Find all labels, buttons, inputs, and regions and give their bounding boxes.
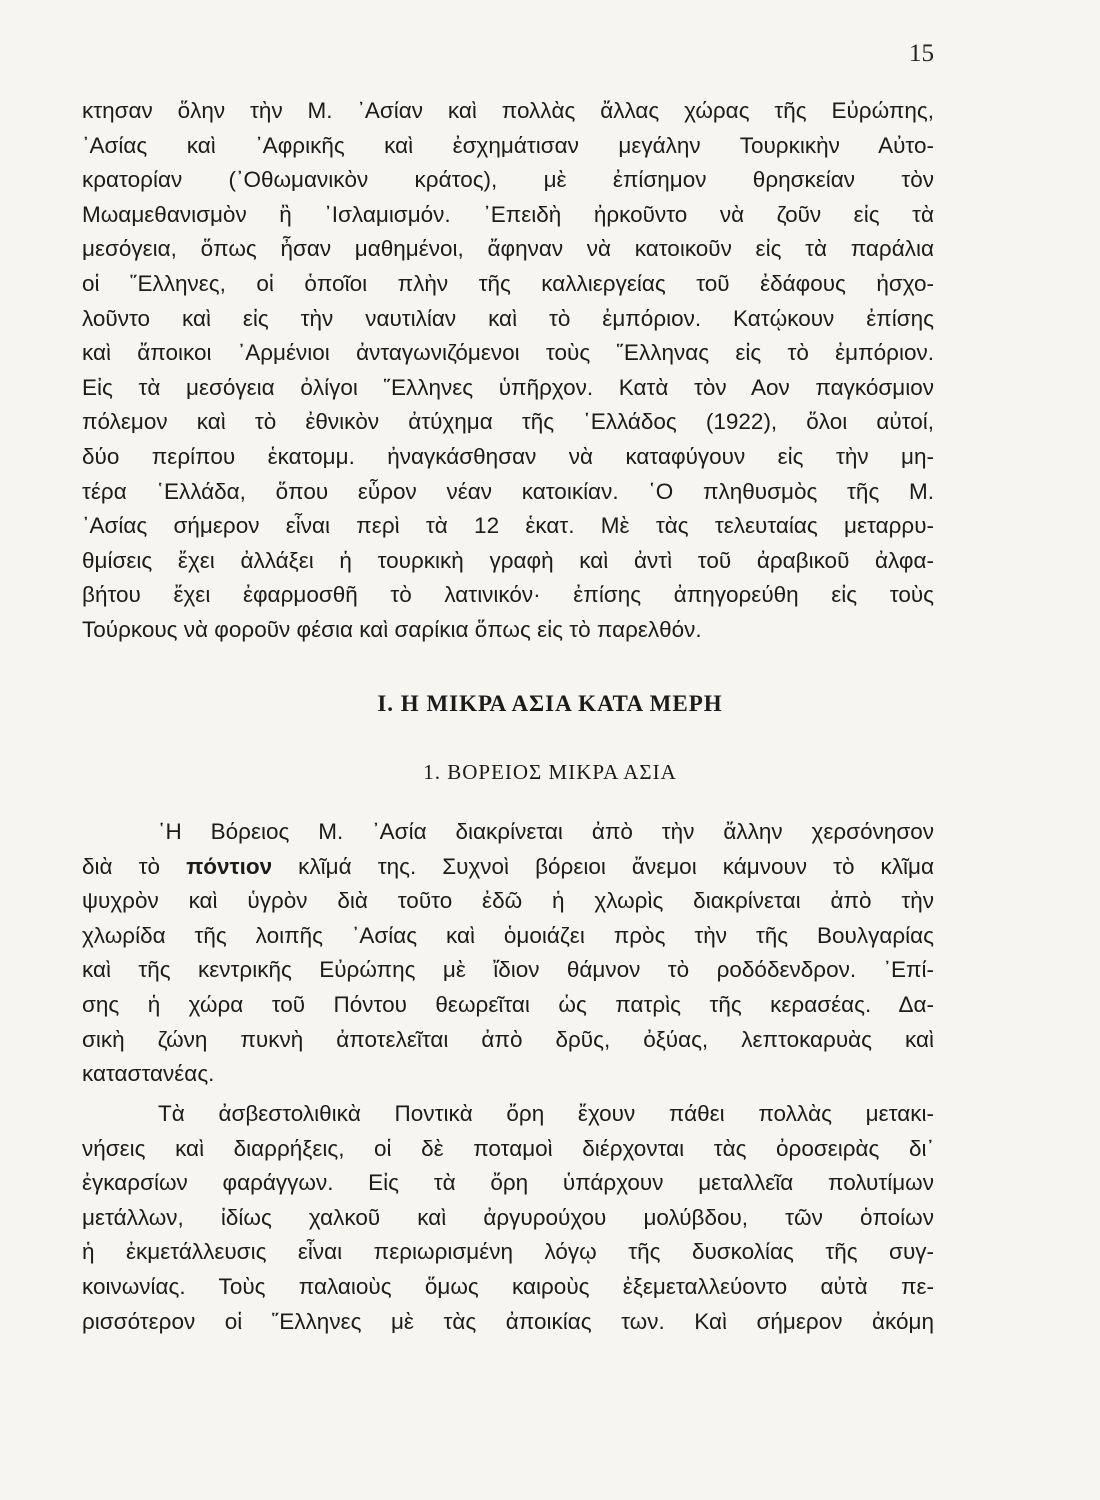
text-segment: διὰ τὸ <box>82 853 160 879</box>
text-line: σης ἡ χώρα τοῦ Πόντου θεωρεῖται ὡς πατρὶς τῆς κερασέας. Δα- <box>82 991 934 1017</box>
text-line: λοῦντο καὶ εἰς τὴν ναυτιλίαν καὶ τὸ ἐμπόριον. Κατῴκουν ἐπίσης <box>82 305 934 331</box>
text-line: ἡ ἐκμετάλλευσις εἶναι περιωρισμένη λόγῳ τῆς δυσκολίας τῆς συγ- <box>82 1239 934 1265</box>
text-line: Τούρκους νὰ φοροῦν φέσια καὶ σαρίκια ὅπως εἰς τὸ παρελθόν. <box>82 616 702 642</box>
text-line: βήτου ἔχει ἐφαρμοσθῆ τὸ λατινικόν· ἐπίσης ἀπηγορεύθη εἰς τοὺς <box>82 582 934 608</box>
text-line: ῾Η Βόρειος Μ. ᾿Ασία διακρίνεται ἀπὸ τὴν ἄλλην χερσόνησον <box>158 819 934 844</box>
text-line: καὶ τῆς κεντρικῆς Εὐρώπης μὲ ἴδιον θάμνον τὸ ροδόδενδρον. ᾿Επί- <box>82 957 934 983</box>
text-line: ψυχρὸν καὶ ὑγρὸν διὰ τοῦτο ἐδῶ ἡ χλωρὶς διακρίνεται ἀπὸ τὴν <box>82 888 934 914</box>
text-line: καὶ ἄποικοι ᾿Αρμένιοι ἀνταγωνιζόμενοι τοὺς ῞Ελληνας εἰς τὸ ἐμπόριον. <box>82 340 934 366</box>
text-line: Τὰ ἀσβεστολιθικὰ Ποντικὰ ὄρη ἔχουν πάθει πολλὰς μετακι- <box>158 1101 934 1126</box>
text-line: κρατορίαν (᾿Οθωμανικὸν κράτος), μὲ ἐπίσημον θρησκείαν τὸν <box>82 167 934 193</box>
text-line: μετάλλων, ἰδίως χαλκοῦ καὶ ἀργυρούχου μολύβδου, τῶν ὁποίων <box>82 1204 934 1230</box>
text-line: καταστανέας. <box>82 1061 215 1087</box>
subsection-title: 1. ΒΟΡΕΙΟΣ ΜΙΚΡΑ ΑΣΙΑ <box>423 760 677 784</box>
section-title: Ι. Η ΜΙΚΡΑ ΑΣΙΑ ΚΑΤΑ ΜΕΡΗ <box>377 691 723 716</box>
text-line: δύο περίπου ἑκατομμ. ἠναγκάσθησαν νὰ καταφύγουν εἰς τὴν μη- <box>82 443 934 469</box>
paragraph-northern-asia-minor <box>82 815 934 1092</box>
text-line: ἐγκαρσίων φαράγγων. Εἰς τὰ ὄρη ὑπάρχουν μεταλλεῖα πολυτίμων <box>82 1170 934 1196</box>
text-line: μεσόγεια, ὅπως ἦσαν μαθημένοι, ἄφηναν νὰ κατοικοῦν εἰς τὰ παράλια <box>82 236 934 262</box>
text-line: κτησαν ὅλην τὴν Μ. ᾿Ασίαν καὶ πολλὰς ἄλλας χώρας τῆς Εὐρώπης, <box>82 98 934 123</box>
paragraph-intro <box>82 94 934 648</box>
paragraph-pontic-mountains <box>82 1097 934 1339</box>
text-line: ᾿Ασίας καὶ ᾿Αφρικῆς καὶ ἐσχημάτισαν μεγάλην Τουρκικὴν Αὐτο- <box>82 132 934 158</box>
text-line: θμίσεις ἔχει ἀλλάξει ἡ τουρκικὴ γραφὴ καὶ ἀντὶ τοῦ ἀραβικοῦ ἀλφα- <box>82 547 934 573</box>
text-line: ᾿Ασίας σήμερον εἶναι περὶ τὰ 12 ἑκατ. Μὲ τὰς τελευταίας μεταρρυ- <box>82 513 934 539</box>
text-line: τέρα ῾Ελλάδα, ὅπου εὗρον νέαν κατοικίαν. ῾Ο πληθυσμὸς τῆς Μ. <box>82 478 934 504</box>
text-line: ρισσότερον οἱ ῞Ελληνες μὲ τὰς ἀποικίας των. Καὶ σήμερον ἀκόμη <box>82 1308 934 1334</box>
text-line: νήσεις καὶ διαρρήξεις, οἱ δὲ ποταμοὶ διέρχονται τὰς ὀροσειρὰς δι᾿ <box>82 1135 934 1161</box>
text-line: Μωαμεθανισμὸν ἢ ᾿Ισλαμισμόν. ᾿Επειδὴ ἠρκοῦντο νὰ ζοῦν εἰς τὰ <box>82 201 934 227</box>
text-line: Εἰς τὰ μεσόγεια ὀλίγοι ῞Ελληνες ὑπῆρχον. Κατὰ τὸν Αον παγκόσμιον <box>82 374 934 400</box>
text-line: πόλεμον καὶ τὸ ἐθνικὸν ἀτύχημα τῆς ῾Ελλάδος (1922), ὅλοι αὐτοί, <box>82 409 934 435</box>
text-line: σικὴ ζώνη πυκνὴ ἀποτελεῖται ἀπὸ δρῦς, ὀξύας, λεπτοκαρυὰς καὶ <box>82 1026 934 1052</box>
text-line: κοινωνίας. Τοὺς παλαιοὺς ὅμως καιροὺς ἐξεμεταλλεύοντο αὐτὰ πε- <box>82 1273 934 1299</box>
page-number: 15 <box>909 40 934 67</box>
text-line-with-emphasis <box>82 850 934 885</box>
emphasized-term: πόντιον <box>186 853 273 879</box>
text-segment: κλῖμά της. Συχνοὶ βόρειοι ἄνεμοι κάμνουν τὸ κλῖμα <box>298 853 934 879</box>
text-line: χλωρίδα τῆς λοιπῆς ᾿Ασίας καὶ ὁμοιάζει πρὸς τὴν τῆς Βουλγαρίας <box>82 922 934 948</box>
text-line: οἱ ῞Ελληνες, οἱ ὁποῖοι πλὴν τῆς καλλιεργείας τοῦ ἐδάφους ἠσχο- <box>82 270 934 296</box>
